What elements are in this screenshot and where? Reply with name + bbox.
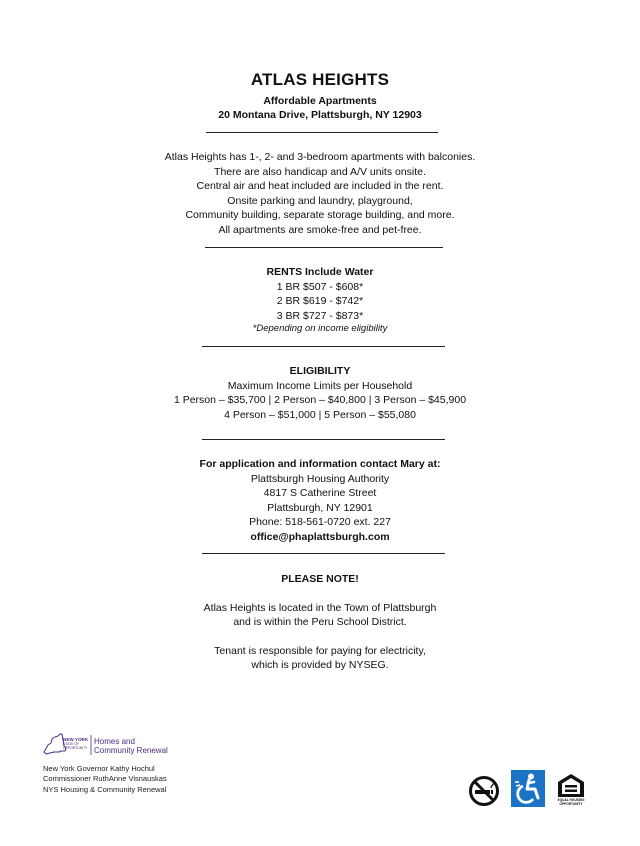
note-line: Tenant is responsible for paying for electricity, xyxy=(214,644,426,657)
footer-line: Commissioner RuthAnne Visnauskas xyxy=(43,774,167,784)
contact-org: Plattsburgh Housing Authority xyxy=(250,472,390,485)
rent-item: 1 BR $507 - $608* xyxy=(276,280,364,293)
divider xyxy=(202,439,445,440)
contact-city: Plattsburgh, NY 12901 xyxy=(267,501,373,514)
description-line: Onsite parking and laundry, playground, xyxy=(227,194,413,207)
income-limits-row: 1 Person – $35,700 | 2 Person – $40,800 | 3 Person – $45,900 xyxy=(173,394,467,406)
note-line: Atlas Heights is located in the Town of Plattsburgh xyxy=(203,601,437,614)
property-address: 20 Montana Drive, Plattsburgh, NY 12903 xyxy=(218,109,422,121)
subtitle: Affordable Apartments xyxy=(263,95,377,107)
rents-heading: RENTS Include Water xyxy=(266,266,374,278)
footer-credits xyxy=(43,764,167,795)
contact-street: 4817 S Catherine Street xyxy=(263,487,377,499)
logo-state-name: NEW YORK xyxy=(63,737,89,742)
contact-email: office@phaplattsburgh.com xyxy=(250,530,390,543)
rent-item: 3 BR $727 - $873* xyxy=(276,309,364,322)
eho-label: EQUAL HOUSING xyxy=(557,798,585,802)
description-line: All apartments are smoke-free and pet-free. xyxy=(218,223,422,236)
footer-line: New York Governor Kathy Hochul xyxy=(43,764,155,773)
description-line: Atlas Heights has 1-, 2- and 3-bedroom apartments with balconies. xyxy=(164,151,476,163)
logo-agency-line: Community Renewal xyxy=(94,746,168,755)
note-line: and is within the Peru School District. xyxy=(233,616,407,628)
divider xyxy=(205,247,443,248)
note-heading: PLEASE NOTE! xyxy=(281,573,359,585)
divider xyxy=(206,132,438,133)
eho-label: OPPORTUNITY xyxy=(559,802,583,806)
accessibility-icon xyxy=(511,770,545,808)
description-line: Central air and heat included are included in the rent. xyxy=(196,180,444,192)
logo-agency-line: Homes and xyxy=(94,737,135,746)
equal-housing-opportunity-icon xyxy=(555,772,587,810)
logo-state-sub: STATE OF xyxy=(63,742,80,746)
contact-phone: Phone: 518-561-0720 ext. 227 xyxy=(249,516,391,528)
logo-state-sub: OPPORTUNITY xyxy=(63,746,88,750)
no-smoking-icon xyxy=(468,775,500,813)
description-line: There are also handicap and A/V units onsite. xyxy=(214,165,426,178)
note-line: which is provided by NYSEG. xyxy=(251,659,389,671)
rent-item: 2 BR $619 - $742* xyxy=(276,295,364,307)
divider xyxy=(202,553,445,554)
eligibility-subheading: Maximum Income Limits per Household xyxy=(227,379,413,392)
footer-line: NYS Housing & Community Renewal xyxy=(43,784,167,794)
eligibility-heading: ELIGIBILITY xyxy=(289,365,351,377)
income-limits-row: 4 Person – $51,000 | 5 Person – $55,080 xyxy=(224,408,416,421)
contact-heading: For application and information contact Mary at: xyxy=(199,458,441,470)
divider xyxy=(202,346,445,347)
page-title: ATLAS HEIGHTS xyxy=(250,70,390,89)
nys-hcr-logo xyxy=(42,733,182,759)
rents-footnote: *Depending on income eligibility xyxy=(252,323,388,334)
description-line: Community building, separate storage building, and more. xyxy=(185,209,455,221)
